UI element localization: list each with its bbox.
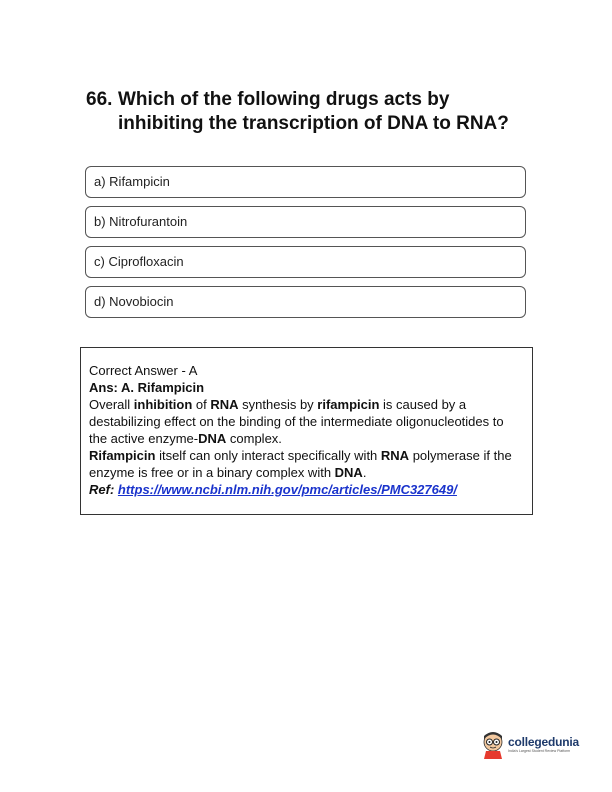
- option-c[interactable]: c) Ciprofloxacin: [85, 246, 526, 278]
- collegedunia-logo: [481, 729, 579, 759]
- mascot-icon: [481, 729, 505, 759]
- explanation-paragraph-1: Overall inhibition of RNA synthesis by rifampicin is caused by a destabilizing effect on the binding of the intermediate oligonucleotides to the active enzyme-DNA complex.: [89, 397, 504, 446]
- logo-tagline: India's Largest Student Review Platform: [508, 748, 571, 753]
- option-a[interactable]: a) Rifampicin: [85, 166, 526, 198]
- logo-text-block: [508, 735, 579, 754]
- options-list: [85, 166, 526, 326]
- logo-name: collegedunia: [508, 734, 579, 749]
- explanation-paragraph-2: Rifampicin itself can only interact specifically with RNA polymerase if the enzyme is free or in a binary complex with DNA.: [89, 448, 512, 480]
- question-text: Which of the following drugs acts by inhibiting the transcription of DNA to RNA?: [118, 89, 509, 134]
- option-d[interactable]: d) Novobiocin: [85, 286, 526, 318]
- reference-line: [89, 481, 524, 498]
- option-b[interactable]: b) Nitrofurantoin: [85, 206, 526, 238]
- reference-label: Ref:: [89, 482, 115, 497]
- reference-link[interactable]: https://www.ncbi.nlm.nih.gov/pmc/articles/PMC327649/: [117, 482, 457, 497]
- question-number: 66.: [86, 89, 113, 110]
- question-heading: [86, 88, 526, 136]
- answer-explanation-box: [80, 347, 533, 515]
- answer-label: Ans: A. Rifampicin: [89, 380, 205, 395]
- correct-answer-line: Correct Answer - A: [89, 363, 198, 378]
